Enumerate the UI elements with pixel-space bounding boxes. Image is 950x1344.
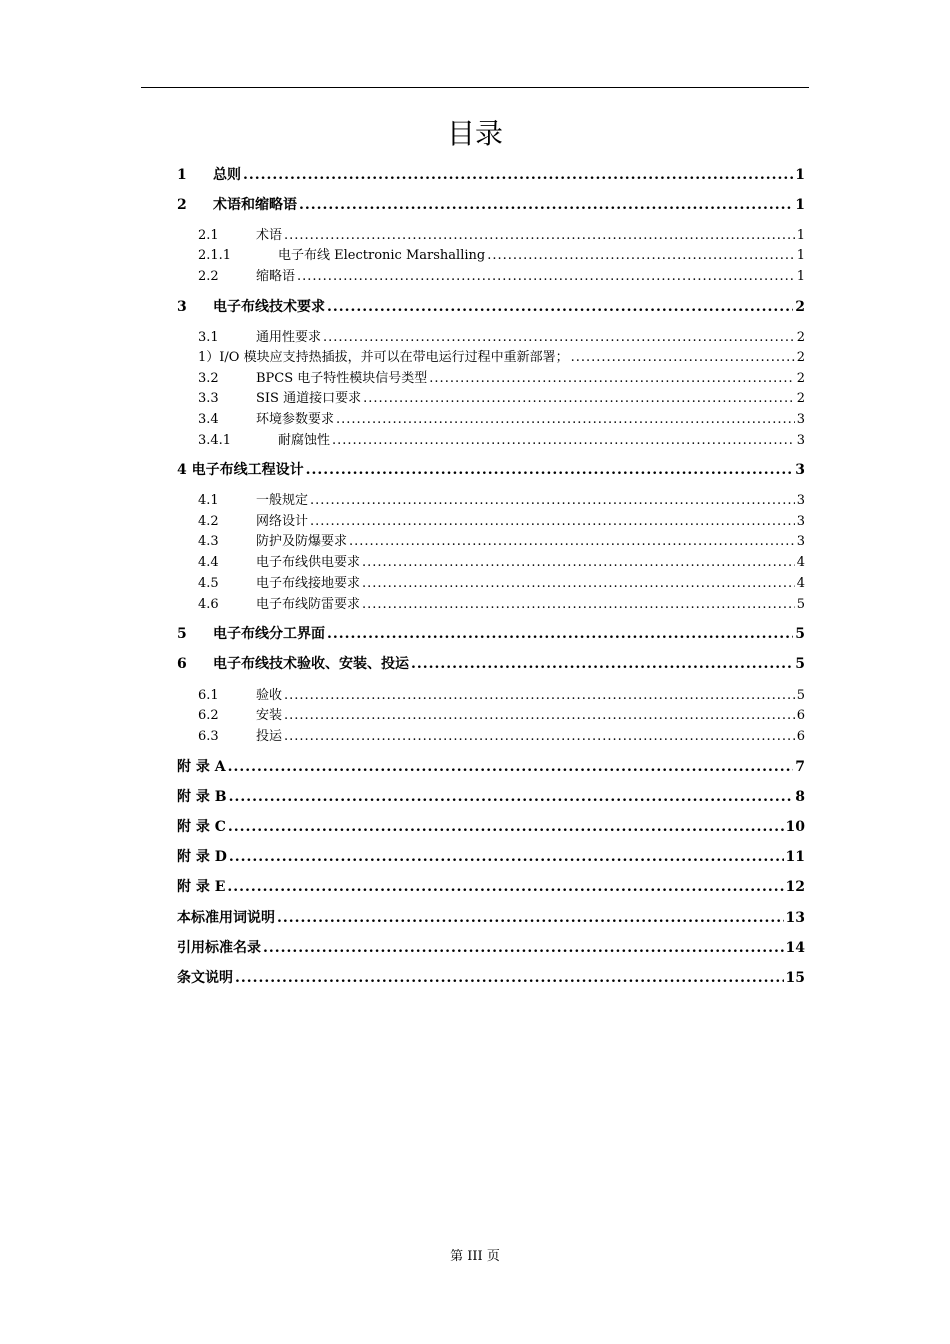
toc-entry-number: 2.1.1 (198, 248, 232, 263)
toc-entry-title: 安装 (256, 708, 283, 723)
toc-entry-page: 6 (796, 729, 805, 744)
toc-dot-leader (327, 299, 793, 315)
toc-entry-page: 2 (796, 330, 805, 345)
toc-entry-page: 2 (795, 299, 805, 315)
toc-entry-page: 5 (796, 597, 805, 612)
toc-dot-leader (310, 493, 795, 508)
toc-entry-number: 4.6 (198, 597, 219, 612)
toc-dot-leader (487, 248, 795, 263)
toc-dot-leader (235, 970, 784, 986)
toc-dot-leader (243, 167, 793, 183)
toc-entry[interactable] (198, 265, 805, 285)
toc-entry-number: 3.1 (198, 330, 219, 345)
toc-entry-page: 4 (796, 555, 805, 570)
toc-entry-number: 6.1 (198, 688, 219, 703)
toc-entry-number: 3.4 (198, 412, 219, 427)
toc-entry-number: 1 (177, 167, 187, 183)
toc-entry-page: 5 (795, 626, 805, 642)
toc-entry-title: SIS 通道接口要求 (256, 391, 362, 406)
toc-entry-title: 本标准用词说明 (177, 910, 275, 926)
toc-dot-leader (332, 433, 795, 448)
toc-entry-title: 电子布线接地要求 (256, 576, 361, 591)
toc-entry-page: 2 (796, 391, 805, 406)
toc-entry-title: 耐腐蚀性 (278, 433, 331, 448)
toc-entry[interactable] (198, 429, 805, 449)
toc-entry-number: 6.3 (198, 729, 219, 744)
toc-entry-title: 验收 (256, 688, 283, 703)
toc-entry[interactable] (198, 326, 805, 346)
toc-dot-leader (411, 656, 793, 672)
page-footer: 第 III 页 (450, 1249, 500, 1264)
toc-dot-leader (327, 626, 793, 642)
toc-entry[interactable] (198, 367, 805, 387)
toc-entry-number: 2 (177, 197, 187, 213)
toc-entry-page: 10 (785, 819, 805, 835)
toc-entry[interactable] (177, 194, 805, 214)
toc-entry[interactable] (198, 244, 805, 264)
toc-entry[interactable] (177, 967, 805, 987)
toc-entry-page: 12 (785, 879, 805, 895)
toc-dot-leader (228, 819, 784, 835)
toc-entry[interactable] (177, 786, 805, 806)
toc-entry-title: 网络设计 (256, 514, 309, 529)
toc-entry[interactable] (198, 572, 805, 592)
toc-entry-number: 6 (177, 656, 187, 672)
toc-entry-title: 一般规定 (256, 493, 309, 508)
toc-entry[interactable] (177, 876, 805, 896)
toc-entry-page: 2 (796, 371, 805, 386)
toc-dot-leader (429, 371, 794, 386)
toc-entry-number: 4.5 (198, 576, 219, 591)
toc-entry-title: 投运 (256, 729, 283, 744)
toc-entry-page: 1 (796, 269, 805, 284)
toc-dot-leader (306, 462, 794, 478)
toc-entry[interactable] (198, 408, 805, 428)
toc-entry-number: 4.3 (198, 534, 219, 549)
toc-entry[interactable] (177, 756, 805, 776)
toc-entry-title: 电子布线分工界面 (213, 626, 325, 642)
toc-entry-title: 附 录 D (177, 849, 227, 865)
toc-dot-leader (263, 940, 784, 956)
toc-dot-leader (297, 269, 795, 284)
toc-entry[interactable] (198, 551, 805, 571)
toc-entry-title: 引用标准名录 (177, 940, 261, 956)
toc-entry-number: 4.2 (198, 514, 219, 529)
page-title: 目录 (446, 117, 503, 150)
toc-dot-leader (277, 910, 784, 926)
toc-entry-page: 13 (785, 910, 805, 926)
toc-entry[interactable] (198, 489, 805, 509)
toc-entry-title: 条文说明 (177, 970, 233, 986)
toc-dot-leader (362, 597, 795, 612)
toc-entry-title: BPCS 电子特性模块信号类型 (256, 371, 428, 386)
toc-dot-leader (336, 412, 795, 427)
toc-entry-title: 防护及防爆要求 (256, 534, 348, 549)
toc-entry-number: 4.1 (198, 493, 219, 508)
toc-entry-title: 环境参数要求 (256, 412, 335, 427)
toc-dot-leader (229, 789, 794, 805)
toc-dot-leader (310, 514, 795, 529)
toc-entry-title: 电子布线防雷要求 (256, 597, 361, 612)
toc-entry-number: 5 (177, 626, 187, 642)
toc-entry-title: 缩略语 (256, 269, 296, 284)
toc-entry-number: 3.3 (198, 391, 219, 406)
toc-entry-title: 总则 (213, 167, 241, 183)
toc-entry[interactable] (198, 387, 805, 407)
toc-entry-number: 3.2 (198, 371, 219, 386)
toc-entry-title: 附 录 B (177, 789, 227, 805)
toc-dot-leader (227, 879, 783, 895)
toc-dot-leader (323, 330, 795, 345)
toc-entry[interactable] (177, 653, 805, 673)
toc-entry[interactable] (177, 623, 805, 643)
toc-entry-page: 7 (795, 759, 805, 775)
toc-entry-title: 电子布线供电要求 (256, 555, 361, 570)
toc-dot-leader (362, 555, 795, 570)
toc-entry-title: 电子布线技术要求 (213, 299, 325, 315)
toc-dot-leader (284, 729, 795, 744)
toc-dot-leader (228, 759, 794, 775)
toc-entry-title: 附 录 A (177, 759, 226, 775)
toc-dot-leader (299, 197, 793, 213)
toc-entry[interactable] (198, 346, 805, 366)
toc-entry-title: 附 录 C (177, 819, 226, 835)
toc-entry-page: 15 (785, 970, 805, 986)
toc-entry[interactable] (198, 684, 805, 704)
toc-entry-page: 3 (796, 493, 805, 508)
toc-entry[interactable] (198, 725, 805, 745)
toc-entry-number: 3 (177, 299, 187, 315)
toc-entry-number: 3.4.1 (198, 433, 232, 448)
toc-entry[interactable] (177, 907, 805, 927)
toc-entry[interactable] (198, 704, 805, 724)
toc-entry[interactable] (177, 937, 805, 957)
toc-entry-title: 附 录 E (177, 879, 226, 895)
toc-entry[interactable] (177, 459, 805, 479)
toc-entry-page: 5 (796, 688, 805, 703)
toc-entry-number: 2.1 (198, 228, 219, 243)
toc-entry-title: 通用性要求 (256, 330, 322, 345)
toc-entry[interactable] (177, 846, 805, 866)
toc-entry-page: 5 (795, 656, 805, 672)
toc-dot-leader (363, 391, 795, 406)
toc-dot-leader (284, 688, 795, 703)
toc-entry-title: 术语 (256, 228, 283, 243)
toc-entry-page: 1 (796, 228, 805, 243)
toc-entry-page: 1 (796, 248, 805, 263)
toc-entry-title: 4 电子布线工程设计 (177, 462, 304, 478)
toc-entry[interactable] (198, 224, 805, 244)
toc-dot-leader (229, 849, 784, 865)
toc-entry-page: 2 (796, 350, 805, 365)
toc-entry-page: 1 (795, 197, 805, 213)
toc-entry[interactable] (198, 510, 805, 530)
toc-entry-page: 11 (785, 849, 805, 865)
toc-dot-leader (349, 534, 795, 549)
toc-entry-page: 3 (795, 462, 805, 478)
toc-entry-title: 电子布线技术验收、安装、投运 (213, 656, 409, 672)
toc-entry[interactable] (198, 530, 805, 550)
toc-entry-page: 4 (796, 576, 805, 591)
toc-entry-page: 14 (785, 940, 805, 956)
toc-dot-leader (571, 350, 795, 365)
toc-entry-page: 3 (796, 534, 805, 549)
toc-entry-title: 电子布线 Electronic Marshalling (278, 248, 486, 263)
toc-entry-page: 8 (795, 789, 805, 805)
toc-entry-title: 术语和缩略语 (213, 197, 297, 213)
toc-entry-page: 3 (796, 412, 805, 427)
toc-dot-leader (284, 228, 795, 243)
toc-entry-page: 1 (795, 167, 805, 183)
toc-entry-page: 3 (796, 433, 805, 448)
toc-entry-number: 6.2 (198, 708, 219, 723)
toc-entry-number: 4.4 (198, 555, 219, 570)
toc-entry[interactable] (177, 816, 805, 836)
toc-entry-title: 1）I/O 模块应支持热插拔，并可以在带电运行过程中重新部署； (198, 350, 569, 365)
toc-dot-leader (284, 708, 795, 723)
header-rule (141, 87, 809, 88)
toc-entry[interactable] (177, 296, 805, 316)
toc-entry[interactable] (198, 593, 805, 613)
toc-entry-number: 2.2 (198, 269, 219, 284)
toc-dot-leader (362, 576, 795, 591)
toc-entry[interactable] (177, 164, 805, 184)
toc-entry-page: 3 (796, 514, 805, 529)
toc-entry-page: 6 (796, 708, 805, 723)
